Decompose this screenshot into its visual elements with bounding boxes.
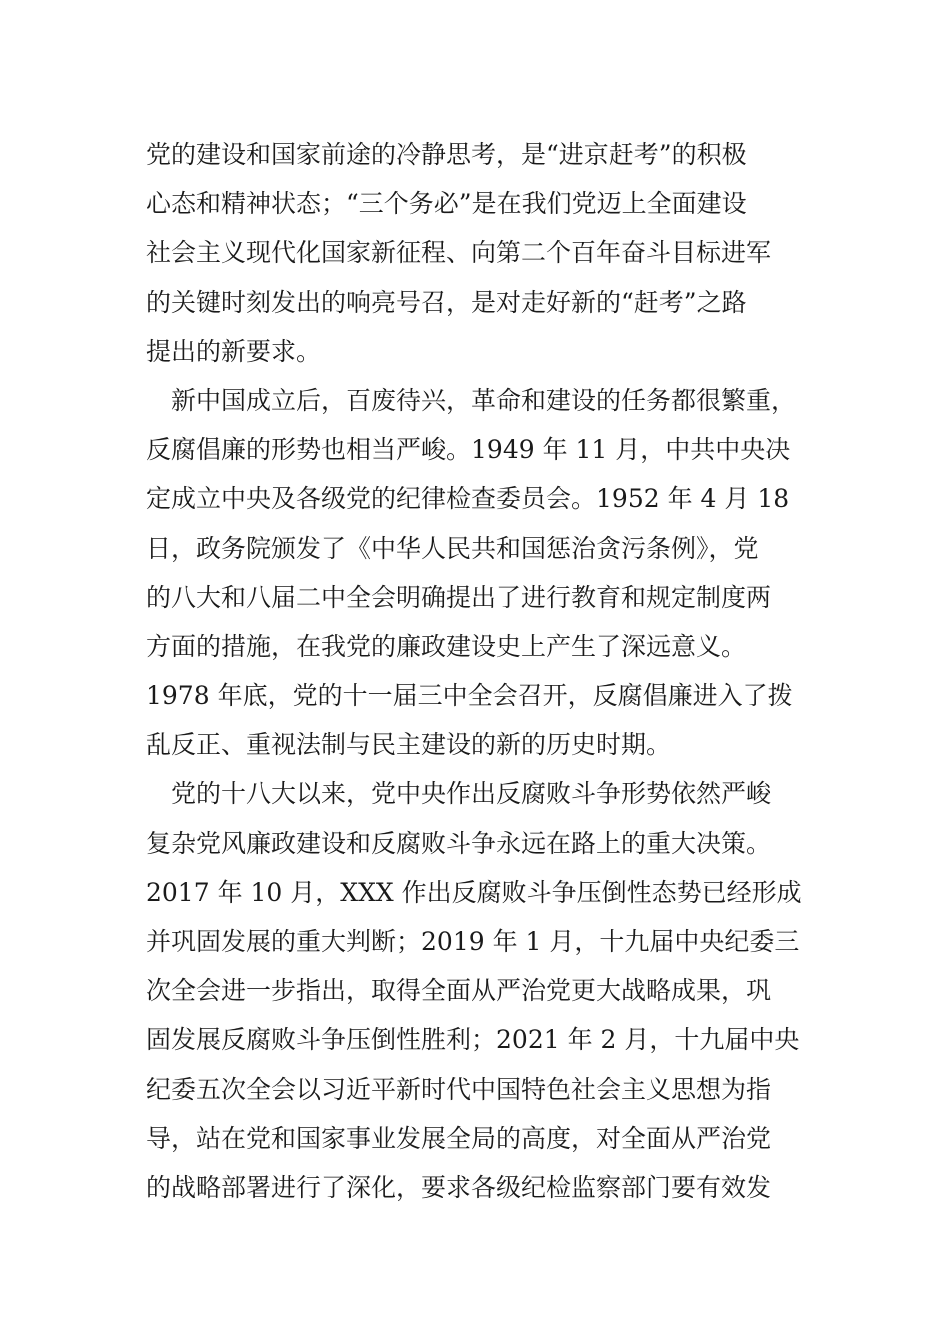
text-line-18: 次全会进一步指出，取得全面从严治党更大战略成果，巩 <box>146 976 772 1006</box>
text-line-10: 的八大和八届二中全会明确提出了进行教育和规定制度两 <box>146 582 772 612</box>
text-line-3: 社会主义现代化国家新征程、向第二个百年奋斗目标进军 <box>146 238 772 268</box>
text-line-7: 反腐倡廉的形势也相当严峻。1949 年 11 月，中共中央决 <box>146 435 791 465</box>
text-line-11: 方面的措施，在我党的廉政建设史上产生了深远意义。 <box>146 631 747 661</box>
text-line-20: 纪委五次全会以习近平新时代中国特色社会主义思想为指 <box>146 1074 772 1104</box>
text-line-19: 固发展反腐败斗争压倒性胜利；2021 年 2 月，十九届中央 <box>146 1025 800 1055</box>
text-line-6: 新中国成立后，百废待兴，革命和建设的任务都很繁重， <box>146 385 797 415</box>
text-line-12: 1978 年底，党的十一届三中全会召开，反腐倡廉进入了拨 <box>146 681 793 711</box>
text-line-22: 的战略部署进行了深化，要求各级纪检监察部门要有效发 <box>146 1172 772 1202</box>
text-line-2: 心态和精神状态；“三个务必”是在我们党迈上全面建设 <box>146 189 747 219</box>
text-line-15: 复杂党风廉政建设和反腐败斗争永远在路上的重大决策。 <box>146 828 772 858</box>
text-line-21: 导，站在党和国家事业发展全局的高度，对全面从严治党 <box>146 1123 772 1153</box>
text-line-4: 的关键时刻发出的响亮号召，是对走好新的“赶考”之路 <box>146 287 747 317</box>
text-line-13: 乱反正、重视法制与民主建设的新的历史时期。 <box>146 730 672 760</box>
body-text <box>146 130 811 1212</box>
text-line-16: 2017 年 10 月，XXX 作出反腐败斗争压倒性态势已经形成 <box>146 877 802 907</box>
text-line-9: 日，政务院颁发了《中华人民共和国惩治贪污条例》，党 <box>146 533 759 563</box>
text-line-17: 并巩固发展的重大判断；2019 年 1 月，十九届中央纪委三 <box>146 927 800 956</box>
text-line-5: 提出的新要求。 <box>146 336 322 366</box>
text-line-8: 定成立中央及各级党的纪律检查委员会。1952 年 4 月 18 <box>146 484 790 514</box>
text-line-14: 党的十八大以来，党中央作出反腐败斗争形势依然严峻 <box>146 779 772 809</box>
text-line-1: 党的建设和国家前途的冷静思考，是“进京赶考”的积极 <box>146 140 747 169</box>
